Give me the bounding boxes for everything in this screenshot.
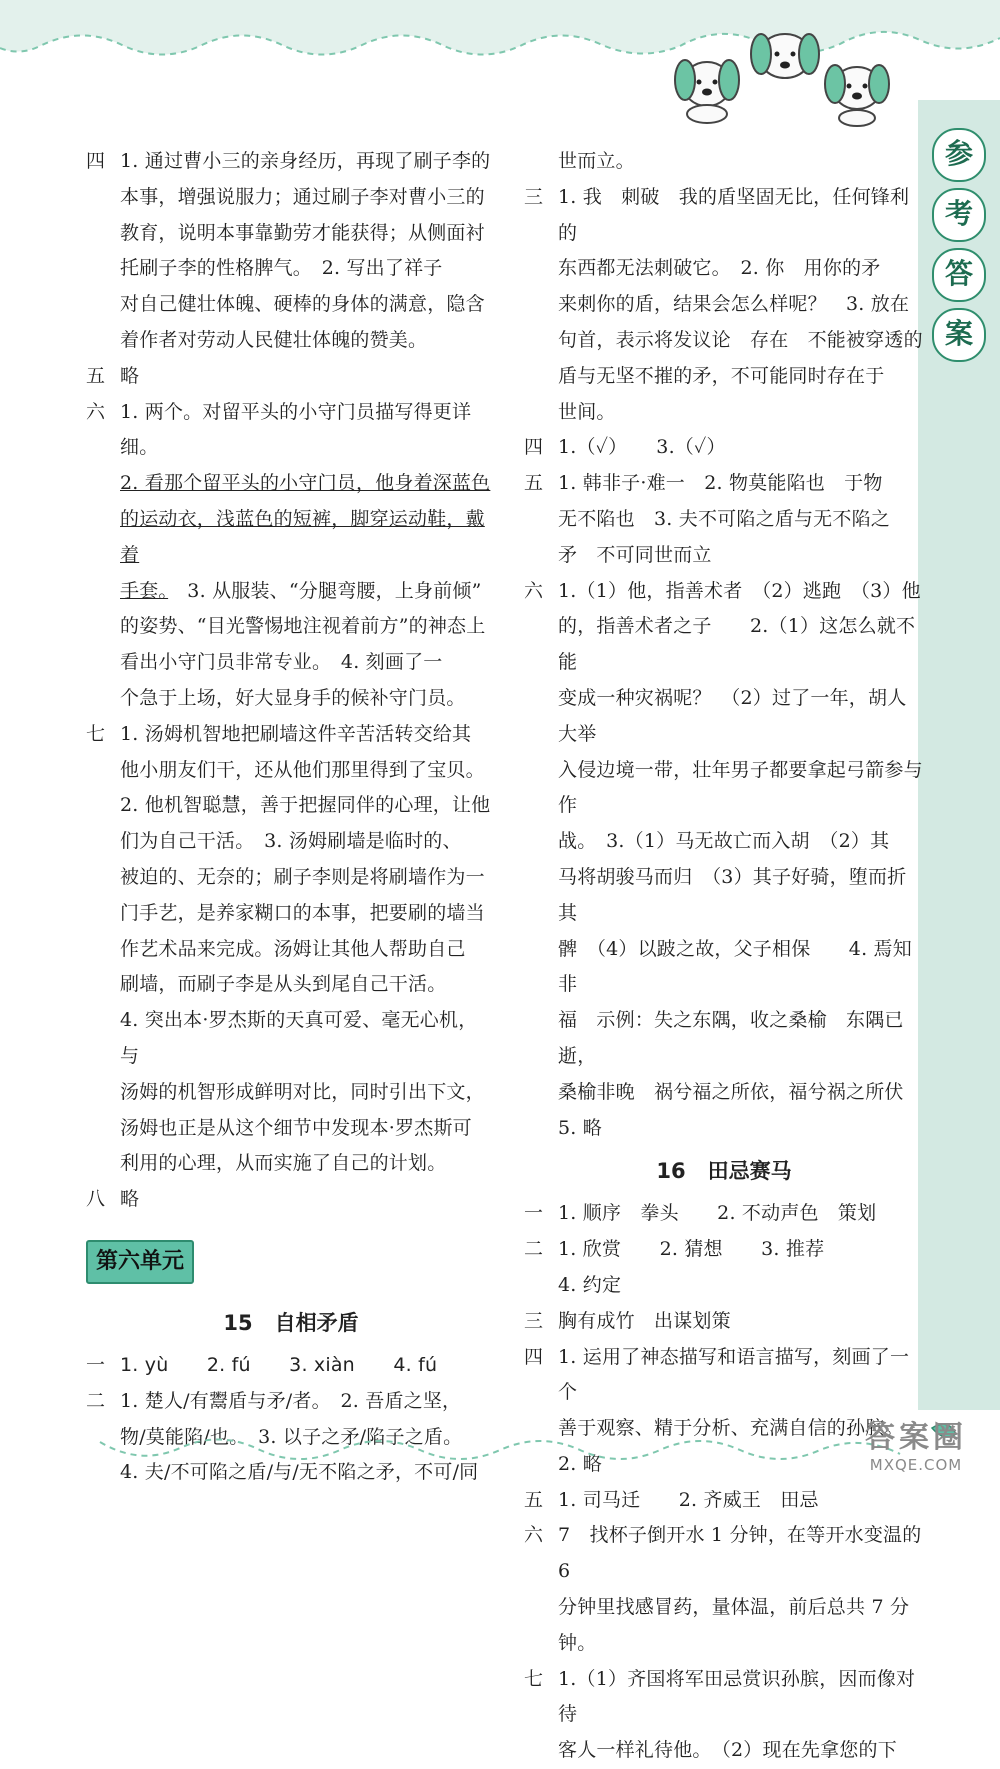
section-number: 七 (524, 1667, 544, 1690)
underlined-text: 手套。 (120, 579, 169, 602)
answer-line: 1.（1）齐国将军田忌赏识孙膑，因而像对待 (558, 1667, 916, 1726)
answer-line: 的姿势、“目光警惕地注视着前方”的神态上 (120, 615, 486, 638)
answer-line: 胸有成竹 出谋划策 (558, 1309, 731, 1332)
answer-line: 来刺你的盾，结果会怎么样呢？ 3. 放在 (558, 293, 910, 316)
section-5 (86, 359, 496, 395)
section-5 (524, 466, 924, 573)
section-8 (86, 1182, 496, 1218)
answer-line: 被迫的、无奈的；刷子李则是将刷墙作为一 (120, 865, 485, 888)
answer-line: 略 (120, 1188, 140, 1211)
section-number: 六 (524, 579, 544, 602)
answer-line: 1. 两个。对留平头的小守门员描写得更详细。 (120, 400, 472, 459)
section-number: 六 (524, 1524, 544, 1547)
answer-line: 马将胡骏马而归 （3）其子好骑，堕而折其 (558, 865, 907, 924)
lesson16-section-1 (524, 1196, 924, 1232)
underlined-line: 的运动衣，浅蓝色的短裤，脚穿运动鞋，戴着 (120, 507, 485, 566)
answer-line: 战。 3.（1）马无故亡而入胡 （2）其 (558, 830, 890, 853)
answer-line: 本事，增强说服力；通过刷子李对曹小三的 (120, 185, 485, 208)
watermark (836, 1420, 996, 1478)
answer-line: 7 找杯子倒开水 1 分钟，在等开水变温的 6 (558, 1524, 922, 1583)
lesson16-section-2 (524, 1232, 924, 1304)
answer-line: 个急于上场，好大显身手的候补守门员。 (120, 686, 466, 709)
side-tab-char: 案 (932, 308, 986, 362)
section-number: 四 (524, 1345, 544, 1368)
answer-line: 对自己健壮体魄、硬棒的身体的满意，隐含 (120, 293, 485, 316)
answer-line: 变成一种灾祸呢？ （2）过了一年，胡人大举 (558, 686, 907, 745)
side-tab-char: 答 (932, 248, 986, 302)
answer-line: 教育，说明本事靠勤劳才能获得；从侧面衬 (120, 221, 485, 244)
lesson-title: 自相矛盾 (274, 1310, 359, 1335)
answer-line: 1. 欣赏 2. 猜想 3. 推荐 (558, 1238, 825, 1261)
answer-line: 2. 略 (558, 1452, 602, 1475)
answer-line: 们为自己干活。 3. 汤姆刷墙是临时的、 (120, 830, 462, 853)
answer-line: 善于观察、精于分析、充满自信的孙膑。 (558, 1417, 904, 1440)
section-number: 七 (86, 722, 106, 745)
lesson-number: 16 (656, 1159, 686, 1184)
lesson-title: 田忌赛马 (707, 1159, 792, 1184)
answer-line: 看出小守门员非常专业。 4. 刻画了一 (120, 651, 443, 674)
section-number: 一 (524, 1202, 544, 1225)
answer-line: 作艺术品来完成。汤姆让其他人帮助自己 (120, 937, 466, 960)
puppies-illustration (665, 22, 905, 132)
section-4 (86, 144, 496, 359)
answer-line: 1. 运用了神态描写和语言描写，刻画了一个 (558, 1345, 910, 1404)
section-number: 六 (86, 400, 106, 423)
answer-line: 桑榆非晚 祸兮福之所依，福兮祸之所伏 (558, 1080, 904, 1103)
answer-line: 客人一样礼待他。 （2）现在先拿您的下 (558, 1739, 897, 1762)
answer-line: 汤姆的机智形成鲜明对比，同时引出下文， (120, 1080, 485, 1103)
answer-line: 2. 他机智聪慧，善于把握同伴的心理，让他 (120, 794, 491, 817)
answer-line: 无不陷也 3. 夫不可陷之盾与无不陷之 (558, 507, 890, 530)
section-number: 四 (86, 150, 106, 172)
section-number: 二 (524, 1238, 544, 1261)
answer-line: 托刷子李的性格脾气。 2. 写出了祥子 (120, 257, 443, 280)
section-number: 五 (524, 1488, 544, 1511)
side-tab-char: 考 (932, 188, 986, 242)
answer-line: 略 (120, 364, 140, 387)
answer-line: 刷墙，而刷子李是从头到尾自己干活。 (120, 973, 447, 996)
answer-line: 世而立。 (558, 150, 635, 172)
answer-line: 句首，表示将发议论 存在 不能被穿透的 (558, 328, 923, 351)
answer-line: 5. 略 (558, 1116, 602, 1139)
section-number: 五 (524, 472, 544, 495)
section-number: 二 (86, 1389, 106, 1412)
underlined-line: 2. 看那个留平头的小守门员，他身着深蓝色 (120, 472, 491, 495)
answer-line: 盾与无坚不摧的矛，不可能同时存在于 (558, 364, 885, 387)
answer-line: 的，指善术者之子 2.（1）这怎么就不能 (558, 615, 916, 674)
answer-line: 矛 不可同世而立 (558, 543, 712, 566)
right-column (524, 144, 924, 1769)
answer-line: 4. 夫/不可陷之盾/与/无不陷之矛，不可/同 (120, 1461, 479, 1484)
answer-line: 世间。 (558, 400, 616, 423)
answer-line: 1. 我 刺破 我的盾坚固无比，任何锋利的 (558, 185, 910, 244)
lesson16-section-5 (524, 1483, 924, 1519)
section-3 (524, 180, 924, 431)
answer-line: 1.（1）他，指善术者 （2）逃跑 （3）他 (558, 579, 921, 602)
puppy-icon-3 (825, 65, 889, 126)
answer-line: 他小朋友们干，还从他们那里得到了宝贝。 (120, 758, 485, 781)
lesson-heading (524, 1146, 924, 1196)
answer-line: 入侵边境一带，壮年男子都要拿起弓箭参与作 (558, 758, 923, 817)
answer-line: 东西都无法刺破它。 2. 你 用你的矛 (558, 257, 881, 280)
answer-line: 物/莫能陷/也。 3. 以子之矛/陷子之盾。 (120, 1425, 463, 1448)
watermark-text: 答案圈 (865, 1420, 967, 1455)
answer-line: 4. 突出本·罗杰斯的天真可爱、毫无心机，与 (120, 1009, 478, 1067)
section-number: 五 (86, 364, 106, 387)
answer-line: 1. 楚人/有鬻盾与矛/者。 2. 吾盾之坚， (120, 1389, 462, 1412)
section-number: 四 (524, 436, 544, 459)
answer-line: 福 示例：失之东隅，收之桑榆 东隅已逝， (558, 1009, 904, 1067)
lesson-heading (86, 1298, 496, 1348)
unit-title-banner: 第六单元 (86, 1240, 194, 1284)
lesson16-section-3 (524, 1304, 924, 1340)
answer-line: 1.（✓） 3.（✓） (558, 436, 726, 459)
answer-line: 利用的心理，从而实施了自己的计划。 (120, 1152, 447, 1175)
answer-line: 1. yù 2. fú 3. xiàn 4. fú (120, 1353, 438, 1376)
section-number: 一 (86, 1353, 106, 1376)
section-6 (524, 574, 924, 1147)
puppy-icon-1 (675, 60, 739, 123)
lesson-number: 15 (223, 1310, 253, 1335)
section-4 (524, 430, 924, 466)
continued-line (524, 144, 924, 180)
side-tab-reference-answers (918, 100, 1000, 1410)
answer-line: 4. 约定 (558, 1273, 622, 1296)
section-number: 三 (524, 185, 544, 208)
section-7 (86, 717, 496, 1182)
puppy-icon-2 (751, 34, 819, 78)
lesson16-section-7 (524, 1662, 924, 1769)
answer-line: 门手艺，是养家糊口的本事，把要刷的墙当 (120, 901, 485, 924)
section-number: 八 (86, 1188, 106, 1211)
answer-line: 分钟里找感冒药，量体温，前后总共 7 分钟。 (558, 1596, 910, 1654)
answer-text: 3. 从服装、“分腿弯腰，上身前倾” (168, 579, 482, 602)
answer-line: 1. 顺序 拳头 2. 不动声色 策划 (558, 1202, 877, 1225)
side-tab-char: 参 (932, 128, 986, 182)
answer-line: 着作者对劳动人民健壮体魄的赞美。 (120, 328, 428, 351)
answer-line: 汤姆也正是从这个细节中发现本·罗杰斯可 (120, 1116, 472, 1139)
left-column (86, 144, 496, 1491)
lesson16-section-6 (524, 1518, 924, 1661)
answer-line: 髀 （4）以跛之故，父子相保 4. 焉知非 (558, 937, 912, 996)
answer-line: 1. 通过曹小三的亲身经历，再现了刷子李的 (120, 150, 491, 172)
answer-line: 1. 韩非子·难一 2. 物莫能陷也 于物 (558, 472, 883, 495)
watermark-url: MXQE.COM (869, 1456, 963, 1474)
lesson15-section-1 (86, 1348, 496, 1384)
answer-line: 1. 司马迁 2. 齐威王 田忌 (558, 1488, 819, 1511)
section-6 (86, 395, 496, 717)
section-number: 三 (524, 1309, 544, 1332)
answer-line (120, 574, 496, 610)
answer-line: 1. 汤姆机智地把刷墙这件辛苦活转交给其 (120, 722, 472, 745)
